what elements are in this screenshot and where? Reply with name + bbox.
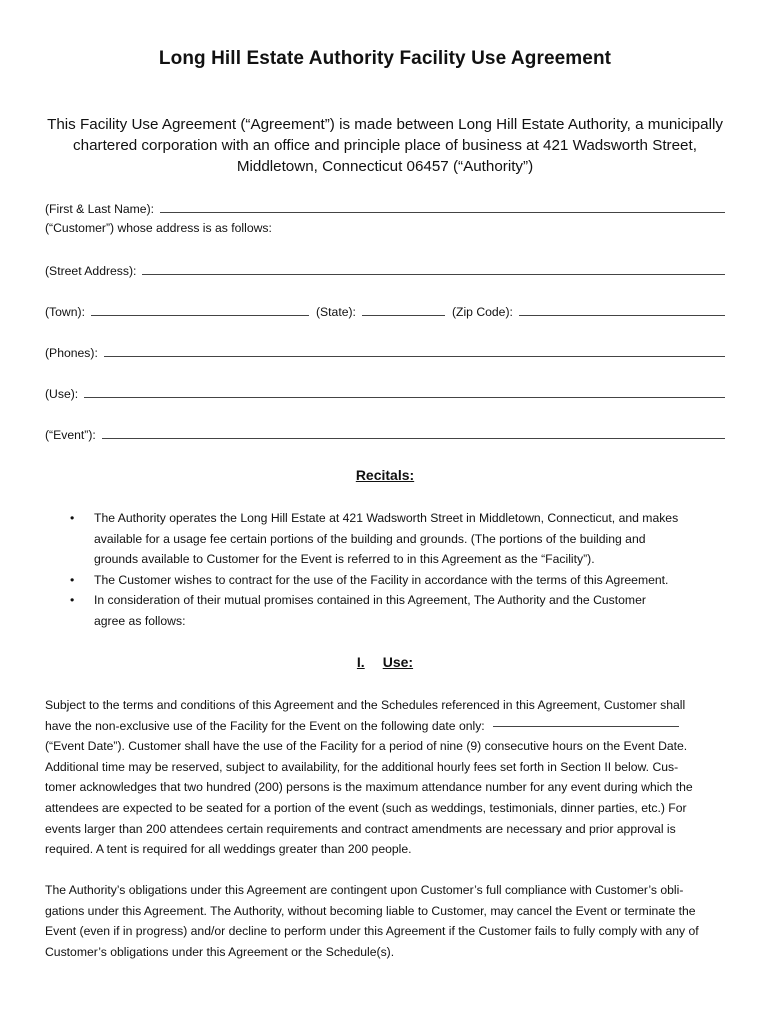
intro-line: This Facility Use Agreement (“Agreement”) is made between Long Hill Estate Authority, a municipally xyxy=(47,116,723,133)
name-input-line[interactable] xyxy=(160,212,725,213)
town-state-zip-row xyxy=(45,303,725,319)
recitals-heading xyxy=(0,467,770,483)
paragraph-line: Event (even if in progress) and/or decline to perform under this Agreement if the Customer fails to fully comply with any of xyxy=(45,924,699,939)
event-date-lead: have the non-exclusive use of the Facility for the Event on the following date only: xyxy=(45,718,485,733)
list-item-line: available for a usage fee certain portions of the building and grounds. (The portions of the building and xyxy=(94,531,646,546)
recitals-list xyxy=(45,508,725,632)
paragraph-line: Customer’s obligations under this Agreement or the Schedule(s). xyxy=(45,944,395,959)
street-label: (Street Address): xyxy=(45,264,137,278)
event-label: (“Event”): xyxy=(45,428,96,442)
phones-field-row xyxy=(45,344,725,360)
street-field-row xyxy=(45,262,725,278)
intro-paragraph xyxy=(40,114,730,177)
paragraph-line: required. A tent is required for all weddings greater than 200 people. xyxy=(45,842,412,857)
paragraph-line: The Authority’s obligations under this Agreement are contingent upon Customer’s full compliance with Customer’s obli- xyxy=(45,883,684,897)
zip-label: (Zip Code): xyxy=(451,305,513,319)
zip-input-line[interactable] xyxy=(519,315,725,316)
list-item-line: grounds available to Customer for the Event is referred to in this Agreement as the “Facility”). xyxy=(94,552,595,567)
paragraph-line: gations under this Agreement. The Authority, without becoming liable to Customer, may cancel the Event or terminate the xyxy=(45,903,696,918)
section-heading-text: Use: xyxy=(382,654,414,670)
street-input-line[interactable] xyxy=(142,274,725,275)
section-number: I. xyxy=(356,654,365,670)
list-item xyxy=(45,508,725,570)
page-title: Long Hill Estate Authority Facility Use Agreement xyxy=(158,48,612,69)
name-label: (First & Last Name): xyxy=(45,202,155,216)
section-1-heading xyxy=(0,654,770,670)
use-input-line[interactable] xyxy=(84,397,725,398)
use-label: (Use): xyxy=(45,387,79,401)
list-item xyxy=(45,590,725,631)
state-input-line[interactable] xyxy=(362,315,445,316)
recitals-heading-text: Recitals: xyxy=(355,467,415,483)
list-item-line: agree as follows: xyxy=(94,613,186,628)
paragraph-line: events larger than 200 attendees certain requirements and contract amendments are necessary and prior approval is xyxy=(45,821,676,836)
customer-text: (“Customer”) whose address is as follows: xyxy=(45,221,272,235)
intro-line: Middletown, Connecticut 06457 (“Authority”) xyxy=(236,158,534,175)
event-input-line[interactable] xyxy=(102,438,725,439)
paragraph-line: (“Event Date”). Customer shall have the use of the Facility for a period of nine (9) consecutive hours on the Event Date. xyxy=(45,739,688,754)
bullet-icon: • xyxy=(70,593,75,608)
list-item xyxy=(45,570,725,591)
town-input-line[interactable] xyxy=(91,315,309,316)
paragraph-line: Additional time may be reserved, subject to availability, for the additional hourly fees set forth in Section II below. Cus- xyxy=(45,759,679,774)
bullet-icon: • xyxy=(70,572,75,587)
event-date-input-line[interactable] xyxy=(493,726,679,727)
name-field-row xyxy=(45,200,725,216)
list-item-line: In consideration of their mutual promises contained in this Agreement, The Authority and the Customer xyxy=(94,593,646,608)
paragraph-line: Subject to the terms and conditions of this Agreement and the Schedules referenced in this Agreement, Customer shall xyxy=(45,698,686,712)
list-item-line: The Authority operates the Long Hill Estate at 421 Wadsworth Street in Middletown, Connecticut, and makes xyxy=(94,511,679,525)
use-field-row xyxy=(45,385,725,401)
use-paragraph-1 xyxy=(45,695,730,860)
event-field-row xyxy=(45,426,725,442)
use-paragraph-2 xyxy=(45,880,730,962)
paragraph-line: attendees are expected to be seated for a portion of the event (such as weddings, testimonials, dinner parties, etc.) For xyxy=(45,800,687,815)
paragraph-line xyxy=(45,716,730,737)
phones-input-line[interactable] xyxy=(104,356,725,357)
list-item-line: The Customer wishes to contract for the use of the Facility in accordance with the terms of this Agreement. xyxy=(94,572,669,587)
phones-label: (Phones): xyxy=(45,346,98,360)
bullet-icon: • xyxy=(70,511,75,525)
state-label: (State): xyxy=(315,305,356,319)
intro-line: chartered corporation with an office and principle place of business at 421 Wadsworth Street, xyxy=(73,137,697,154)
town-label: (Town): xyxy=(45,305,85,319)
paragraph-line: tomer acknowledges that two hundred (200) persons is the maximum attendance number for any event during which the xyxy=(45,780,693,795)
